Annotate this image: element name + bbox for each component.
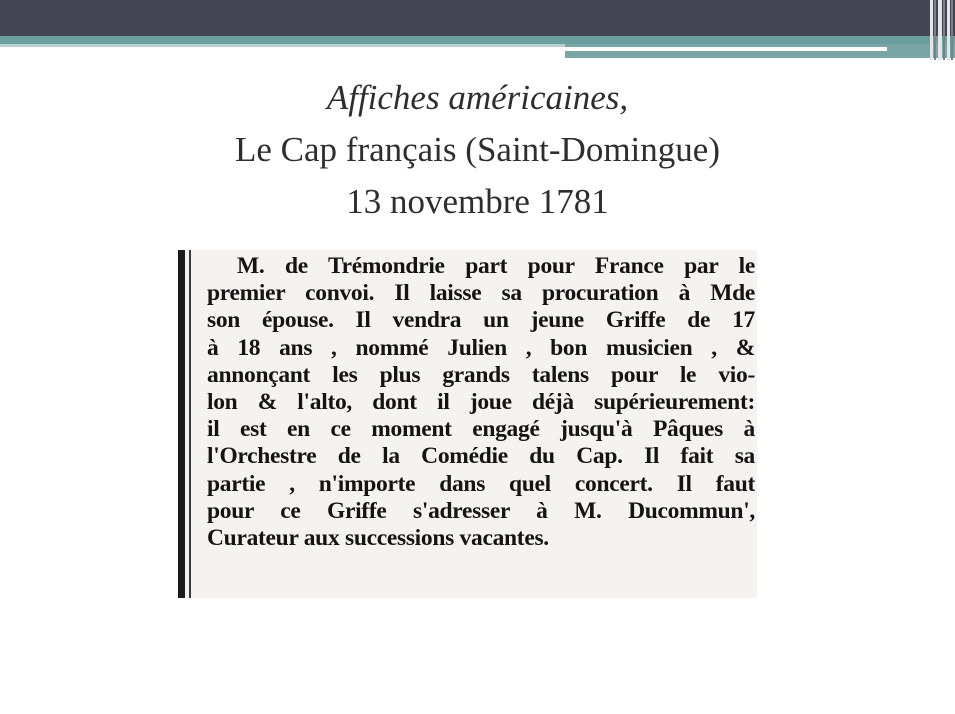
clipping-line: Curateur aux successions vacantes. [207, 525, 549, 552]
clipping-line: premier convoi. Il laisse sa procuration à Mde [207, 280, 755, 307]
clipping-line: l'Orchestre de la Comédie du Cap. Il fait sa [207, 443, 755, 470]
clipping-line: lon & l'alto, dont il joue déjà supérieurement: [207, 389, 755, 416]
newspaper-title: Affiches américaines, [326, 78, 629, 117]
place-subtitle: Le Cap français (Saint-Domingue) [235, 130, 720, 169]
clipping-line: M. de Trémondrie part pour France par le [237, 253, 755, 279]
clipping-line: à 18 ans , nommé Julien , bon musicien , & [207, 334, 755, 361]
clipping-text [207, 253, 755, 552]
clipping-column-rule [178, 250, 185, 598]
slide-title [0, 72, 955, 228]
clipping-line: annonçant les plus grands talens pour le vio- [207, 361, 755, 388]
clipping-line: son épouse. Il vendra un jeune Griffe de 17 [207, 307, 755, 334]
slide-header-accent-light [565, 47, 887, 51]
slide-header-teal-band [0, 36, 955, 44]
clipping-line: il est en ce moment engagé jusqu'à Pâques à [207, 416, 755, 443]
clipping-line: pour ce Griffe s'adresser à M. Ducommun', [207, 497, 755, 524]
date-subtitle: 13 novembre 1781 [346, 182, 609, 221]
slide-header-bar [0, 0, 955, 36]
newspaper-clipping-image [178, 250, 757, 598]
clipping-column-rule-thin [189, 250, 191, 598]
clipping-line: partie , n'importe dans quel concert. Il faut [207, 470, 755, 497]
